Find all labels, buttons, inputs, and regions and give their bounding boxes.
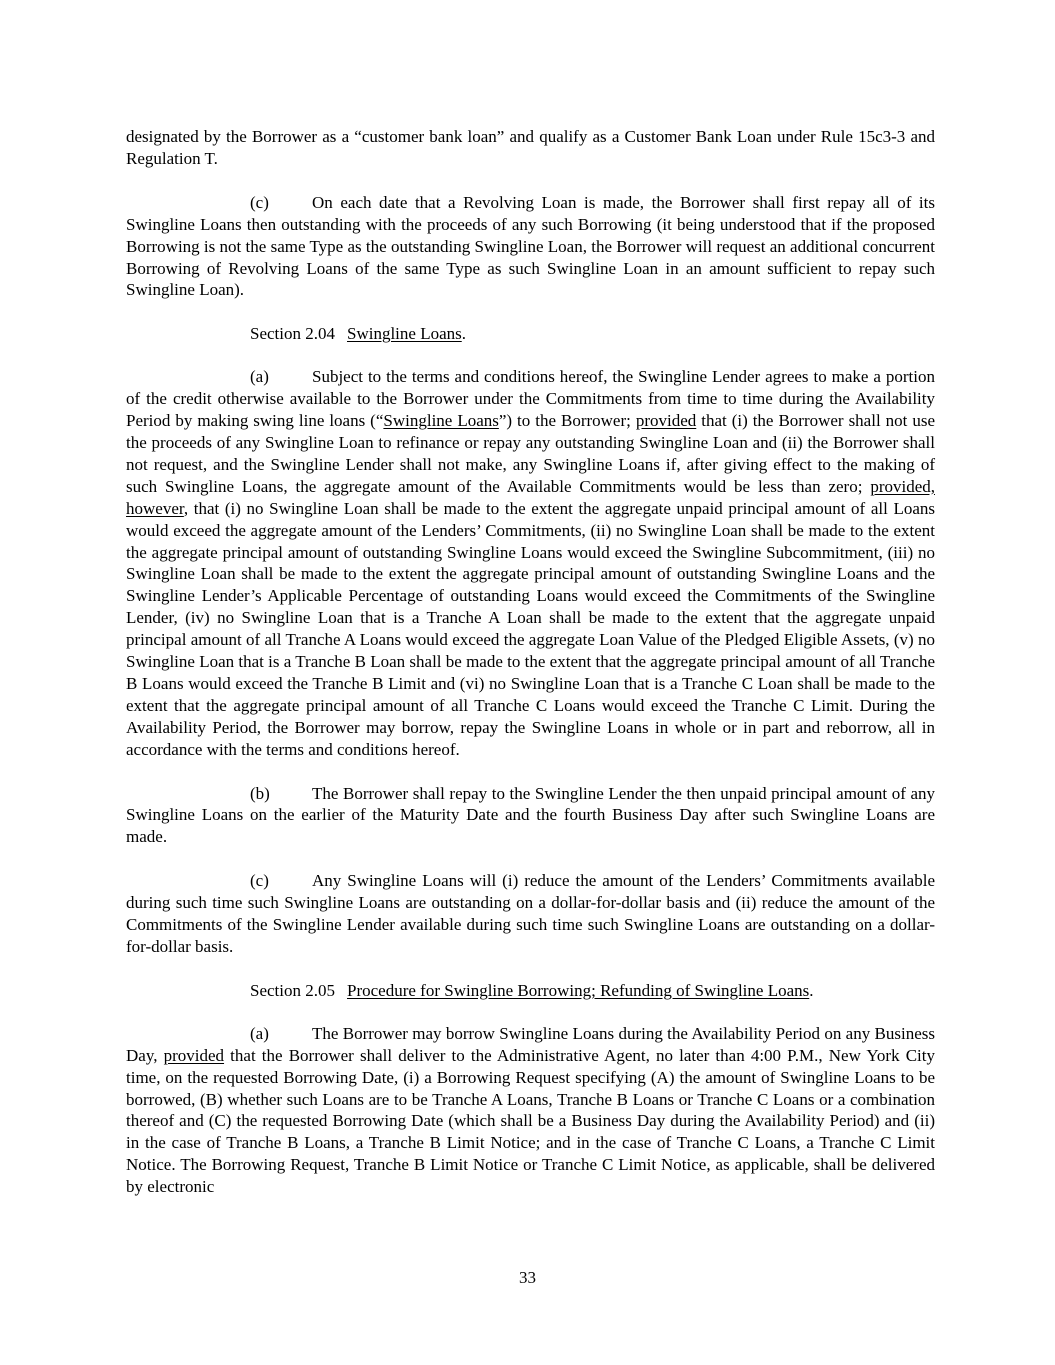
paragraph-text: On each date that a Revolving Loan is made, the Borrower shall first repay all of its Swingline Loans then outstanding with the proceeds of any such Borrowing (it being understood that if the proposed Borrowing is not the same Type as the outstanding Swingline Loan, the Borrower will request an additional concurrent Borrowing of Revolving Loans of the same Type as such Swingline Loan in an amount sufficient to repay such Swingline Loan).: [126, 192, 935, 300]
paragraph-label: (c): [250, 192, 269, 212]
paragraph-text: The Borrower shall repay to the Swingline Lender the then unpaid principal amount of any Swingline Loans on the earlier of the Maturity Date and the fourth Business Day after such Swingline Loans are made.: [126, 783, 935, 847]
paragraph-2-04-c: [126, 870, 935, 958]
paragraph-label: (a): [250, 367, 269, 387]
defined-term: Swingline Loans: [383, 411, 499, 431]
paragraph-text: designated by the Borrower as a “customer bank loan” and qualify as a Customer Bank Loan under Rule 15c3-3 and Regulation T.: [126, 127, 935, 168]
section-title: Procedure for Swingline Borrowing; Refunding of Swingline Loans: [347, 980, 810, 1000]
proviso-term: provided,: [870, 476, 935, 496]
text-run: , that (i) no Swingline Loan shall be made to the extent the aggregate unpaid principal amount of all Loans would exceed the aggregate amount of the Lenders’ Commitments, (ii) no Swingline Loan shall be made to the extent the aggregate principal amount of outstanding Swingline Loans would exceed the Swingline Subcommitment, (iii) no Swingline Loan shall be made to the extent the aggregate principal amount of outstanding Swingline Loans and the Swingline Lender’s Applicable Percentage of outstanding Loans would exceed the Commitments of the Swingline Lender, (iv) no Swingline Loan that is a Tranche A Loan shall be made to the extent that the aggregate unpaid principal amount of all Tranche A Loans would exceed the aggregate Loan Value of the Pledged Eligible Assets, (v) no Swingline Loan that is a Tranche B Loan shall be made to the extent that the aggregate principal amount of all Tranche B Loans would exceed the Tranche B Limit and (vi) no Swingline Loan that is a Tranche C Loan shall be made to the extent that the aggregate principal amount of all Tranche C Loans would exceed the Tranche C Limit. During the Availability Period, the Borrower may borrow, repay the Swingline Loans in whole or in part and reborrow, all in accordance with the terms and conditions hereof.: [126, 498, 935, 759]
text-run: that the Borrower shall deliver to the Administrative Agent, no later than 4:00 P.M., New York City time, on the requested Borrowing Date, (i) a Borrowing Request specifying (A) the amount of Swingline Loans to be borrowed, (B) whether such Loans are to be Tranche A Loans, Tranche B Loans or Tranche C Loans or a combination thereof and (C) the requested Borrowing Date (which shall be a Business Day during the Availability Period) and (ii) in the case of Tranche B Loans, a Tranche B Limit Notice; and in the case of Tranche C Loans, a Tranche C Limit Notice. The Borrowing Request, Tranche B Limit Notice or Tranche C Limit Notice, as applicable, shall be delivered by electronic: [126, 1045, 935, 1197]
section-heading-2-05: [126, 980, 935, 1002]
section-title-period: .: [461, 324, 466, 344]
section-title: Swingline Loans: [347, 324, 462, 344]
section-title-period: .: [809, 980, 814, 1000]
page-number: 33: [519, 1268, 536, 1287]
text-run: ”) to the Borrower;: [498, 411, 636, 431]
paragraph-2-04-a: [126, 366, 935, 760]
text-run: Subject to the terms and conditions hereof, the Swingline Lender agrees to make a portion of the credit otherwise available to the Borrower under the Commitments from time to time during the Availability Period by making swing line loans (“: [126, 367, 935, 431]
proviso-term: provided: [163, 1045, 225, 1065]
paragraph-label: (c): [250, 871, 269, 891]
text-run: that (i) the Borrower shall not use the proceeds of any Swingline Loan to refinance or repay any outstanding Swingline Loan and (ii) the Borrower shall not request, and the Swingline Lender shall not make, any Swingline Loans if, after giving effect to the making of such Swingline Loans, the aggregate amount of the Available Commitments would be less than zero;: [126, 411, 935, 496]
paragraph-2-04-b: [126, 783, 935, 849]
section-number: Section 2.05: [250, 980, 335, 1000]
paragraph-label: (b): [250, 783, 270, 803]
paragraph-text: Any Swingline Loans will (i) reduce the amount of the Lenders’ Commitments available during such time such Swingline Loans are outstanding on a dollar-for-dollar basis and (ii) reduce the amount of the Commitments of the Swingline Lender available during such time such Swingline Loans are outstanding on a dollar-for-dollar basis.: [126, 871, 935, 956]
text-run: The Borrower may borrow Swingline Loans during the Availability Period on any Business Day,: [126, 1023, 935, 1065]
paragraph-2-03-c: [126, 192, 935, 302]
document-page: [126, 126, 935, 1220]
section-number: Section 2.04: [250, 324, 335, 344]
paragraph-label: (a): [250, 1023, 269, 1043]
section-heading-2-04: [126, 323, 935, 345]
proviso-term: however: [126, 498, 184, 518]
paragraph-2-05-a: [126, 1023, 935, 1198]
proviso-term: provided: [635, 411, 697, 431]
paragraph-continuation: [126, 126, 935, 170]
